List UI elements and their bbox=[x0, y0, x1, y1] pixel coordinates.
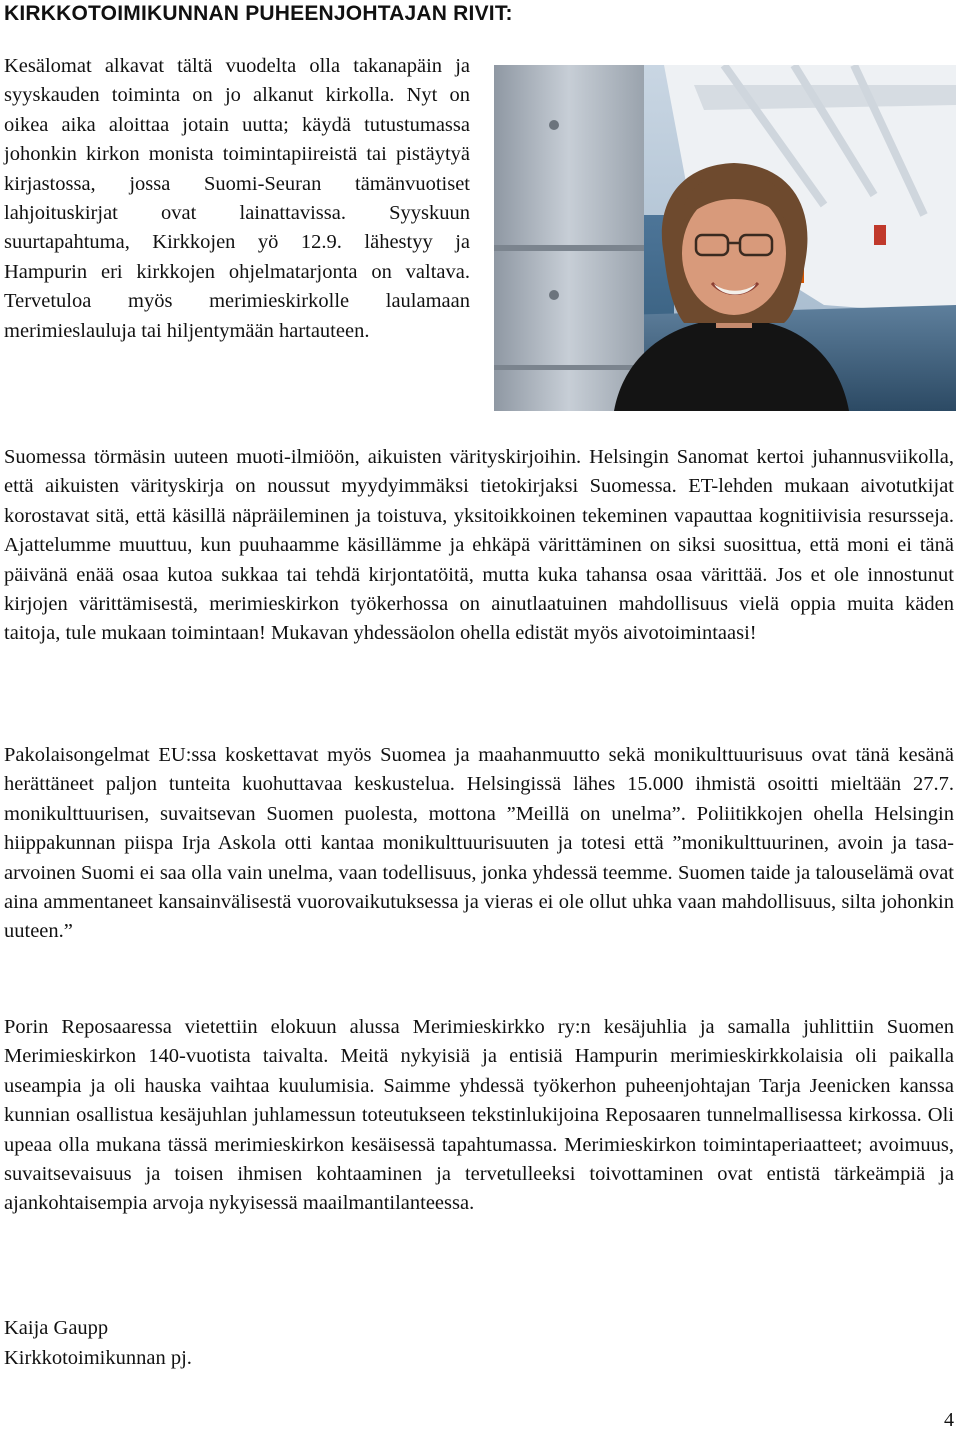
body-paragraph-coloring-books: Suomessa törmäsin uuteen muoti-ilmiöön, aikuisten värityskirjoihin. Helsingin Sanomat kertoi juhannusviikolla, että aikuisten värityskirja on noussut myydyimmäksi tietokirjaksi Suomessa. ET-lehden mukaan aivotutkijat korostavat sitä, että käsillä näpräileminen ja toistuva, yksitoikkoinen tekeminen vapauttaa kognitiivisia resursseja. Ajattelumme muuttuu, kun puuhaamme käsillämme ja ehkäpä värittäminen on siksi suosittua, että moni ei tänä päivänä enää osaa kutoa sukkaa tai tehdä kirjontatöitä, mutta kuka tahansa osaa värittää. Jos et ole innostunut kirjojen värittämisestä, merimieskirkon työkerhossa on ainutlaatuinen mahdollisuus vielä oppia muita käden taitoja, tule mukaan toimintaan! Mukavan yhdessäolon ohella edistät myös aivotoimintaasi! bbox=[4, 446, 954, 645]
intro-paragraph: Kesälomat alkavat tältä vuodelta olla takanapäin ja syyskauden toiminta on jo alkanut kirkolla. Nyt on oikea aika aloittaa jotain uutta; käydä tutustumassa johonkin kirkon monista toimintapiireistä tai pistäytyä kirjastossa, jossa Suomi-Seuran tämänvuotiset lahjoituskirjat ovat lainattavissa. Syyskuun suurtapahtuma, Kirkkojen yö 12.9. lähestyy ja Hampurin eri kirkkojen ohjelmatarjonta on valtava. Tervetuloa myös merimieskirkolle laulamaan merimieslauluja tai hiljentymään hartauteen. bbox=[4, 55, 470, 342]
signature-name: Kaija Gaupp bbox=[4, 1317, 109, 1339]
body-paragraph-reposaari: Porin Reposaaressa vietettiin elokuun alussa Merimieskirkko ry:n kesäjuhlia ja samalla juhlittiin Suomen Merimieskirkon 140-vuotista taivalta. Meitä nykyisiä ja entisiä Hampurin merimieskirkkolaisia oli paikalla useampia ja oli hauska vaihtaa kuulumisia. Saimme yhdessä työkerhon puheenjohtajan Tarja Jeenicken kanssa kunnian osallistua kesäjuhlan juhlamessun toteutukseen tekstinlukijoina Reposaaren tunnelmallisessa kirkossa. Oli upeaa olla mukana tässä merimieskirkon kesäisessä tapahtumassa. Merimieskirkon toimintaperiaatteet; avoimuus, suvaitsevaisuus ja toisen ihmisen kohtaaminen ja tervetulleeksi toivottaminen ovat entistä tärkeämpiä ja ajankohtaisempia arvoja nykyisessä maailmantilanteessa. bbox=[4, 1016, 954, 1215]
page-title: KIRKKOTOIMIKUNNAN PUHEENJOHTAJAN RIVIT: bbox=[4, 2, 513, 25]
page-number: 4 bbox=[944, 1409, 954, 1431]
portrait-photo-illustration bbox=[494, 65, 956, 411]
signature-role: Kirkkotoimikunnan pj. bbox=[4, 1347, 192, 1369]
portrait-photo bbox=[494, 65, 956, 411]
signature-block bbox=[4, 1313, 192, 1373]
body-paragraph-multiculturalism: Pakolaisongelmat EU:ssa koskettavat myös Suomea ja maahanmuutto sekä monikulttuurisuus ovat tänä kesänä herättäneet paljon tunteita kuohuttavaa keskustelua. Helsingissä lähes 15.000 ihmistä osoitti mieltään 27.7. monikulttuurisen, suvaitsevan Suomen puolesta, mottona ”Meillä on unelma”. Poliitikkojen ohella Helsingin hiippakunnan piispa Irja Askola otti kantaa monikulttuurisuuten ja totesi että ”monikulttuurinen, avoin ja tasaarvoinen Suomi ei saa olla vain unelma, vaan todellisuus, jonka yhdessä teemme. Suomen taide ja talouselämä ovat aina ammentaneet kansainvälisestä vuorovaikutuksessa ja vieras ei ole ollut uhka vaan mahdollisuus, silta johonkin uuteen.” bbox=[4, 744, 954, 943]
